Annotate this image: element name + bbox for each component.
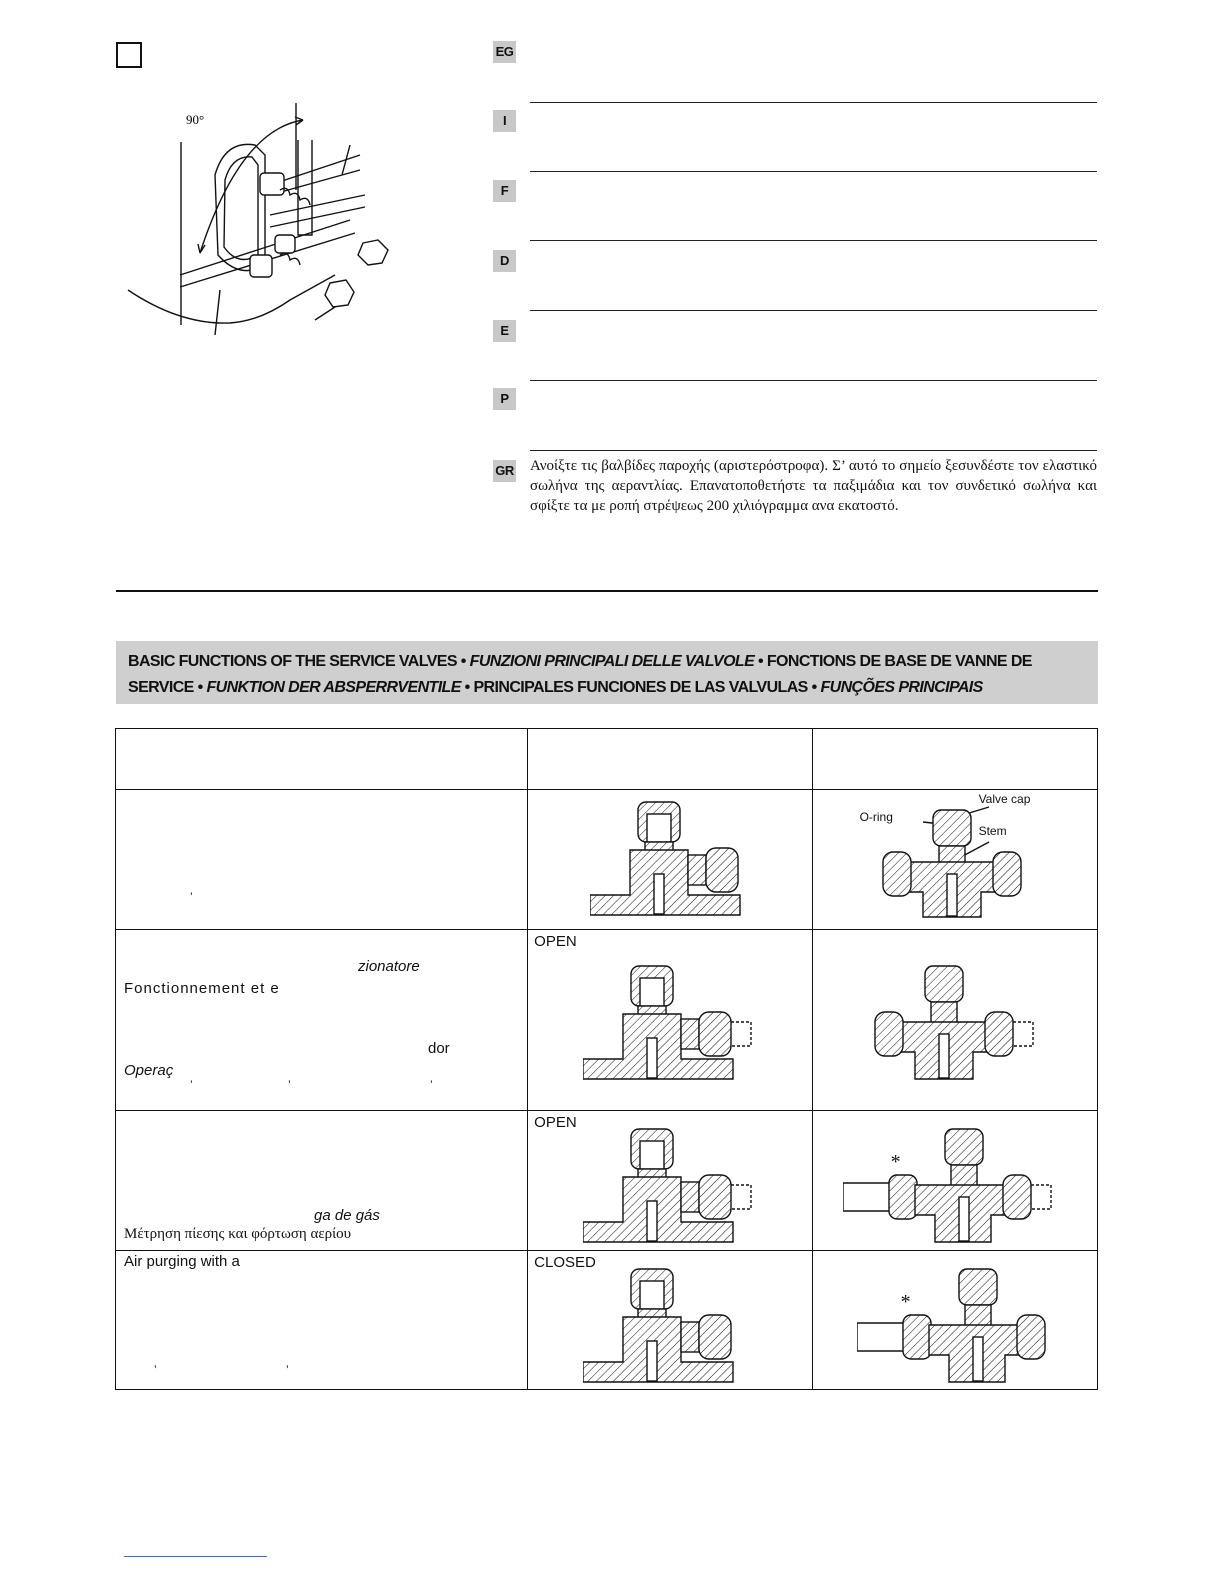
operation-text-fr: Fonctionnement et e [124,980,280,997]
footer-link-underline [124,1556,267,1557]
row-shipping-gas-figure [812,790,1097,930]
header-gas-valve [812,729,1097,790]
lang-tag-p: P [493,388,516,410]
section-rule [116,590,1098,592]
asterisk-note: * [890,1151,901,1173]
divider [530,450,1097,451]
three-way-valve-drawing [881,802,1031,920]
three-way-valve-purge-drawing [857,1267,1077,1385]
three-way-valve-hose-drawing [843,1127,1063,1245]
lang-tag-eg: EG [493,41,516,63]
banner-de: FUNKTION DER ABSPERRVENTILE [206,679,461,696]
row-shipping-label [116,790,528,930]
banner-en: BASIC FUNCTIONS OF THE SERVICE VALVES • [128,653,470,670]
angle-label: 90° [186,112,205,127]
row-operation-gas-figure [812,930,1097,1111]
greek-paragraph: Ανοίξτε τις βαλβίδες παροχής (αριστερόστροφα). Σ’ αυτό το σημείο ξεσυνδέστε τον ελαστικό σωλήνα της αεραντλίας. Επανατοποθετήστε τα παξιμάδια και τον συνδετικό σωλήνα και σφίξτε τα με ροπή στρέψεως 200 χιλιόγραμμα ανα εκατοστό. [530,458,1097,514]
divider [530,380,1097,381]
o-ring-label: O-ring [859,810,893,824]
row-pressure-label [116,1111,528,1251]
header-operation [116,729,528,790]
valve-state-open: OPEN [534,933,577,950]
purging-text-en: Air purging with a [124,1253,240,1270]
valve-installation-figure [120,95,420,340]
comma-mark: ’ [154,1363,157,1377]
three-way-valve-open-drawing [873,964,1053,1082]
banner-it: FUNZIONI PRINCIPALI DELLE VALVOLE [469,653,755,670]
divider [530,171,1097,172]
row-purging-gas-figure [812,1251,1097,1390]
divider [530,310,1097,311]
comma-mark: ’ [430,1078,433,1092]
divider [530,240,1097,241]
comma-mark: ’ [190,1078,193,1092]
row-operation-label [116,930,528,1111]
operation-text-es: dor [428,1040,450,1057]
row-pressure-gas-figure [812,1111,1097,1251]
banner-es: • PRINCIPALES FUNCIONES DE LAS VALVULAS • [460,679,821,696]
two-way-valve-open-drawing [583,964,763,1082]
valve-state-open: OPEN [534,1114,577,1131]
lang-tag-e: E [493,320,516,342]
valve-cap-label: Valve cap [978,792,1031,806]
two-way-valve-drawing [590,800,750,918]
banner-pt: FUNÇÕES PRINCIPAIS [820,679,983,696]
two-way-valve-closed-drawing [583,1267,763,1385]
header-liquid-valve [528,729,812,790]
comma-mark: ’ [190,890,193,904]
lang-tag-f: F [493,180,516,202]
greek-instructions [530,456,1097,516]
section-banner [116,641,1098,704]
comma-mark: ’ [286,1363,289,1377]
pressure-text-gr: Μέτρηση πίεσης και φόρτωση αερίου [124,1226,352,1242]
pressure-text-pt: ga de gás [314,1207,380,1224]
banner-fr: • FONCTIONS DE BASE DE VANNE DE SERVICE • [128,653,1032,696]
row-operation-liquid-figure [528,930,812,1111]
operation-text-it: zionatore [358,958,420,975]
divider [530,102,1097,103]
valve-state-closed: CLOSED [534,1254,596,1271]
lang-tag-gr: GR [493,460,516,482]
lang-tag-d: D [493,250,516,272]
row-purging-label [116,1251,528,1390]
row-pressure-liquid-figure [528,1111,812,1251]
asterisk-note: * [900,1291,911,1313]
operation-text-pt: Operaç [124,1062,174,1079]
stem-label: Stem [978,824,1007,838]
row-shipping-liquid-figure [528,790,812,930]
service-valve-table [115,728,1098,1390]
lang-tag-i: I [493,110,516,132]
step-number-box [116,42,142,68]
row-purging-liquid-figure [528,1251,812,1390]
two-way-valve-gauge-drawing [583,1127,763,1245]
comma-mark: ’ [288,1078,291,1092]
